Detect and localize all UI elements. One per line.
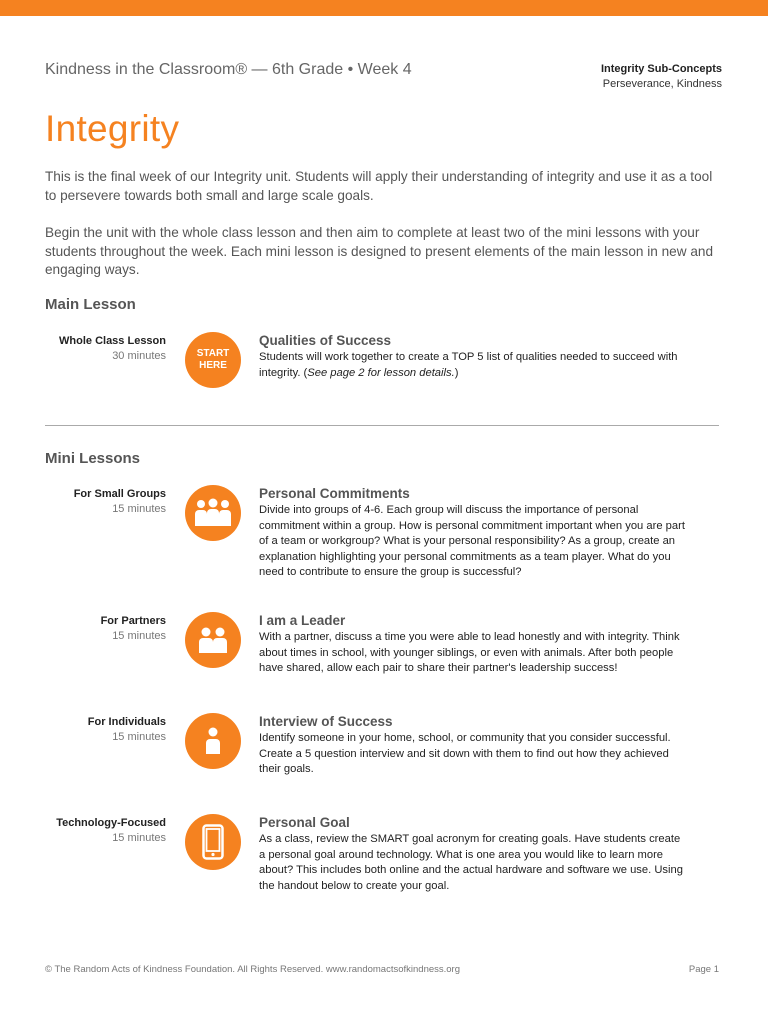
lesson-group: For Partners [100, 615, 166, 627]
lesson-time: 15 minutes [112, 731, 166, 743]
page-number: Page 1 [688, 964, 719, 975]
lesson-meta [0, 715, 166, 745]
top-accent-bar [0, 0, 768, 16]
lesson-meta [0, 614, 166, 644]
lesson-meta [0, 334, 166, 364]
person-icon [185, 713, 241, 769]
lesson-group: Technology-Focused [56, 817, 166, 829]
lesson-time: 15 minutes [112, 503, 166, 515]
desc-text: Students will work together to create a TOP 5 list of qualities needed to succeed with integrity. ( [259, 351, 678, 379]
lesson-title: Qualities of Success [259, 333, 392, 348]
lesson-description: Divide into groups of 4-6. Each group will discuss the importance of personal commitment within a group. How is personal commitment important when you are part of a team or workgroup? What is your personal responsibility? As a group, create an explanation highlighting your personal commitments as a team player. What do you need to contribute to ensure the group is successful? [259, 504, 685, 579]
desc-text: ) [454, 366, 459, 379]
badge-line: START [196, 348, 230, 359]
intro-paragraph: Begin the unit with the whole class lesson and then aim to complete at least two of the mini lessons with your students throughout the week. Each mini lesson is designed to present elements of the main lesson in new and engaging ways. [45, 225, 714, 277]
lesson-description: As a class, review the SMART goal acronym for creating goals. Have students create a personal goal around technology. What is one area you would like to learn more about? This includes both online and the actual hardware and software we use. Using the handout below to create your goal. [259, 833, 683, 892]
page-reference: See page 2 for lesson details. [307, 366, 455, 379]
intro-paragraph: This is the final week of our Integrity unit. Students will apply their understanding of integrity and use it as a tool to persevere towards both small and large scale goals. [45, 169, 713, 203]
lesson-time: 15 minutes [112, 630, 166, 642]
lesson-body [259, 713, 689, 778]
lesson-time: 15 minutes [112, 832, 166, 844]
start-here-text [197, 348, 230, 372]
lesson-meta [0, 487, 166, 517]
lesson-description: Identify someone in your home, school, or community that you consider successful. Create a 5 question interview and sit down with them to find out how they achieved their goals. [259, 732, 671, 776]
mini-lessons-heading: Mini Lessons [45, 450, 141, 467]
page-title: Integrity [45, 108, 180, 149]
section-divider [45, 425, 719, 426]
subconcepts-box [601, 62, 722, 92]
lesson-body [259, 332, 689, 381]
lesson-body [259, 814, 689, 894]
footer-copyright: © The Random Acts of Kindness Foundation. All Rights Reserved. www.randomactsofkindness.org [45, 964, 461, 975]
lesson-group: Whole Class Lesson [59, 335, 166, 347]
partners-icon [185, 612, 241, 668]
lesson-title: Personal Goal [259, 815, 350, 830]
lesson-title: Interview of Success [259, 714, 393, 729]
subconcepts-values: Perseverance, Kindness [602, 78, 722, 90]
lesson-description: With a partner, discuss a time you were able to lead honestly and with integrity. Think about times in school, with younger siblings, or even with animals. After both people have shared, allow each pair to share their partner's leadership success! [259, 631, 680, 675]
lesson-body [259, 612, 689, 677]
lesson-time: 30 minutes [112, 350, 166, 362]
lesson-title: I am a Leader [259, 613, 346, 628]
lesson-title: Personal Commitments [259, 486, 410, 501]
group-icon [185, 485, 241, 541]
lesson-description [259, 350, 689, 381]
document-header: Kindness in the Classroom® — 6th Grade • Week 4 [45, 61, 412, 78]
badge-line: HERE [199, 360, 227, 371]
subconcepts-label: Integrity Sub-Concepts [600, 63, 722, 75]
main-lesson-heading: Main Lesson [45, 296, 136, 313]
start-here-badge [185, 332, 241, 388]
lesson-group: For Small Groups [73, 488, 166, 500]
lesson-group: For Individuals [87, 716, 166, 728]
lesson-meta [0, 816, 166, 846]
lesson-body [259, 485, 689, 581]
phone-icon [185, 814, 241, 870]
